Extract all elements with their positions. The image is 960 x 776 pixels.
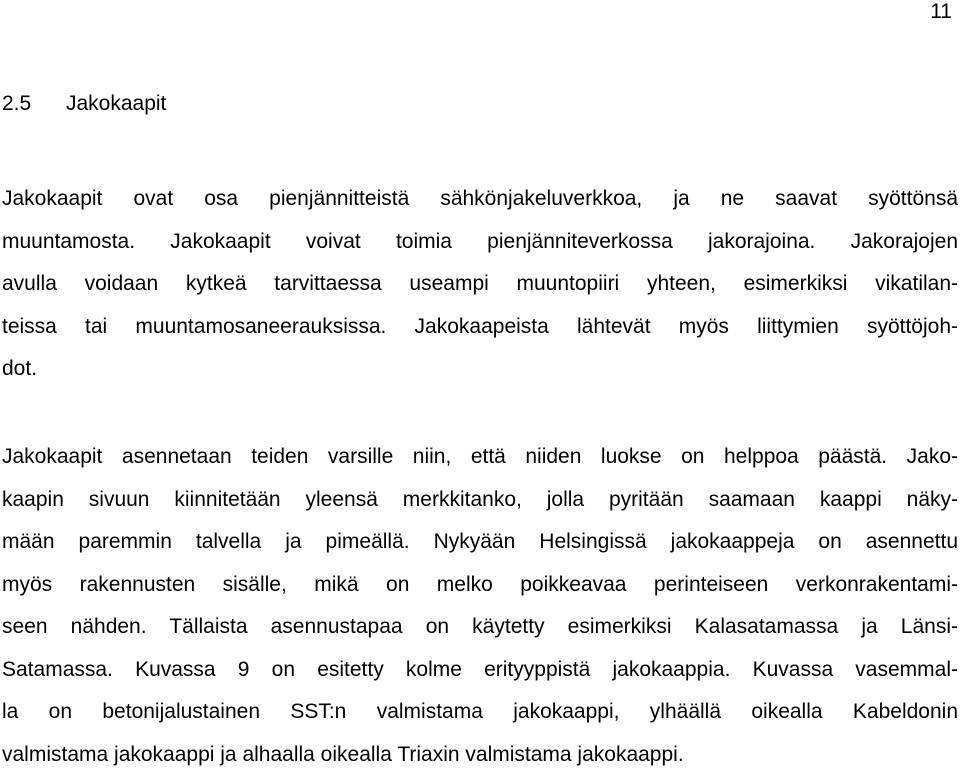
paragraph-line: myös rakennusten sisälle, mikä on melko poikkeavaa perinteiseen verkonrakentami- [2, 564, 958, 607]
paragraph-line: valmistama jakokaappi ja alhaalla oikealla Triaxin valmistama jakokaappi. [2, 734, 958, 776]
paragraph-line: seen nähden. Tällaista asennustapaa on käytetty esimerkiksi Kalasatamassa ja Länsi- [2, 606, 958, 649]
paragraph-line: Jakokaapit ovat osa pienjännitteistä sähkönjakeluverkkoa, ja ne saavat syöttönsä [2, 178, 958, 221]
paragraph-line: dot. [2, 348, 958, 391]
paragraph-line: muuntamosta. Jakokaapit voivat toimia pienjänniteverkossa jakorajoina. Jakorajojen [2, 221, 958, 264]
section-heading [2, 90, 166, 118]
paragraph-line: Jakokaapit asennetaan teiden varsille niin, että niiden luokse on helppoa päästä. Jako- [2, 436, 958, 479]
paragraph-line: mään paremmin talvella ja pimeällä. Nykyään Helsingissä jakokaappeja on asennettu [2, 521, 958, 564]
paragraph [2, 436, 958, 776]
paragraph [2, 178, 958, 391]
page-number: 11 [930, 0, 952, 24]
section-number: 2.5 [2, 90, 66, 118]
paragraph-line: kaapin sivuun kiinnitetään yleensä merkkitanko, jolla pyritään saamaan kaappi näky- [2, 479, 958, 522]
paragraph-line: la on betonijalustainen SST:n valmistama jakokaappi, ylhäällä oikealla Kabeldonin [2, 691, 958, 734]
paragraph-line: teissa tai muuntamosaneerauksissa. Jakokaapeista lähtevät myös liittymien syöttöjoh- [2, 306, 958, 349]
section-title: Jakokaapit [66, 92, 166, 115]
paragraph-line: Satamassa. Kuvassa 9 on esitetty kolme erityyppistä jakokaappia. Kuvassa vasemmal- [2, 649, 958, 692]
paragraph-line: avulla voidaan kytkeä tarvittaessa useampi muuntopiiri yhteen, esimerkiksi vikatilan- [2, 263, 958, 306]
